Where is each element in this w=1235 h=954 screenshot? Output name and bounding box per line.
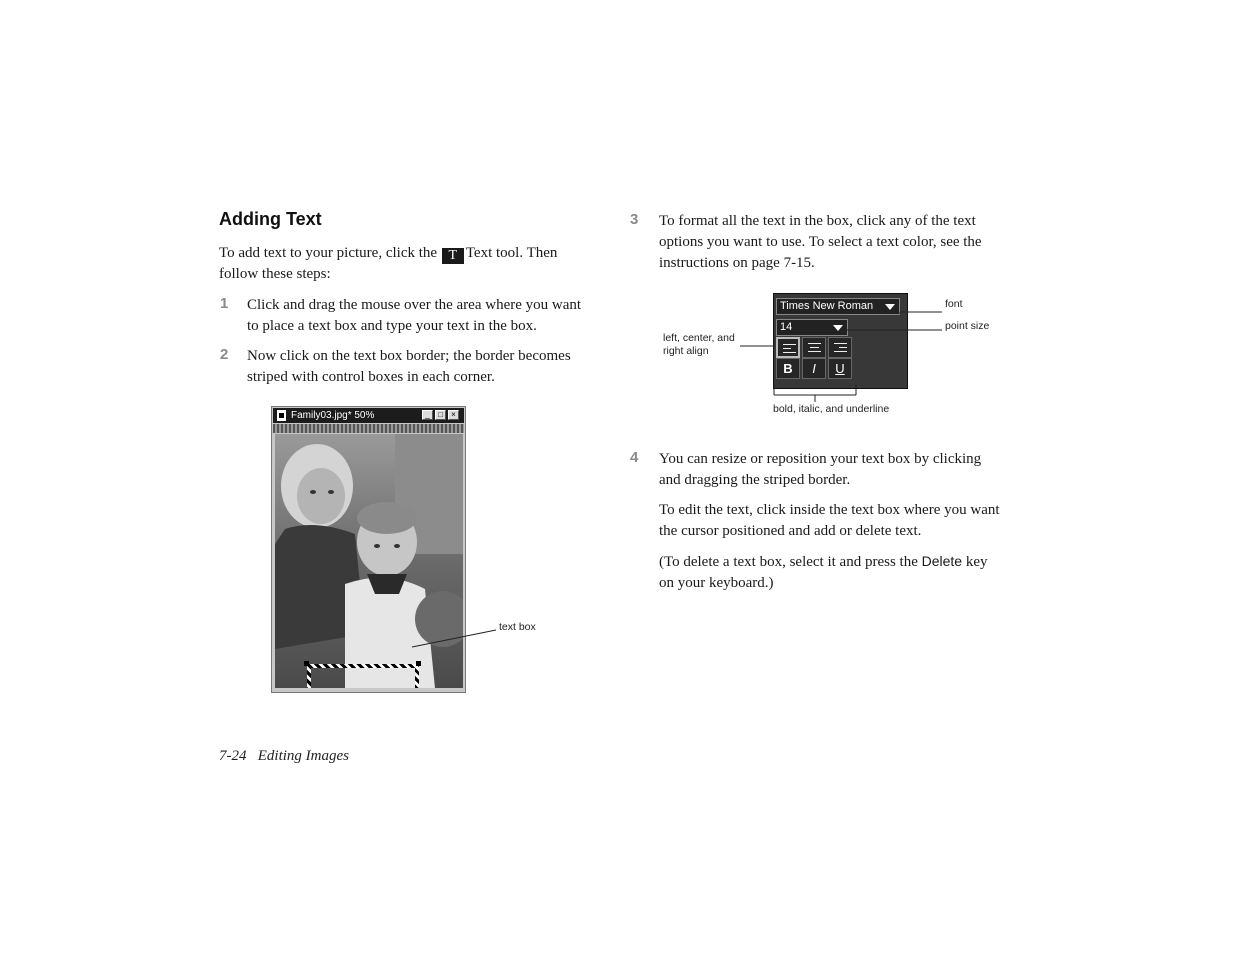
minimize-button[interactable]: _ bbox=[422, 410, 433, 420]
edit-para-line-2: the cursor positioned and add or delete text. bbox=[659, 523, 922, 539]
step-3-line-2: options you want to use. To select a text color, see the bbox=[659, 234, 982, 250]
step-1-line-2: to place a text box and type your text in the box. bbox=[247, 318, 537, 334]
step-1-line-1: Click and drag the mouse over the area where you want bbox=[247, 297, 582, 313]
step-number-2: 2 bbox=[220, 346, 229, 363]
section-heading: Adding Text bbox=[219, 209, 322, 229]
point-size-value: 14 bbox=[780, 321, 793, 333]
step-4-line-1: You can resize or reposition your text box by clicking bbox=[659, 451, 982, 467]
delete-text-paragraph bbox=[659, 551, 1039, 594]
step-2-line-2: striped with control boxes in each corner. bbox=[247, 369, 495, 385]
align-callout-label bbox=[663, 332, 735, 358]
point-size-callout-label: point size bbox=[945, 320, 990, 332]
delete-para-end: key bbox=[965, 554, 988, 570]
step-number-1: 1 bbox=[220, 295, 229, 312]
page-footer: 7-24 Editing Images bbox=[219, 748, 349, 764]
control-box-top-right[interactable] bbox=[416, 661, 421, 666]
window-toolbar-strip bbox=[273, 424, 464, 433]
maximize-button[interactable]: □ bbox=[435, 410, 446, 420]
text-tool-icon: T bbox=[442, 248, 464, 264]
step-4-line-2: and dragging the striped border. bbox=[659, 472, 851, 488]
step-3-text bbox=[659, 211, 1039, 274]
window-title-bar bbox=[273, 408, 464, 423]
edit-text-paragraph bbox=[659, 500, 1039, 542]
intro-text-start: To add text to your picture, click the bbox=[219, 245, 438, 261]
font-callout-label: font bbox=[945, 298, 963, 310]
document-icon bbox=[276, 410, 287, 421]
delete-para-start: (To delete a text box, select it and press the bbox=[659, 554, 918, 570]
edit-para-line-1: To edit the text, click inside the text box where you want bbox=[659, 502, 1000, 518]
delete-key-name: Delete bbox=[921, 553, 963, 569]
close-button[interactable]: × bbox=[448, 410, 459, 420]
text-box-callout-label: text box bbox=[499, 621, 536, 633]
step-3-line-3: instructions on page 7-15. bbox=[659, 255, 815, 271]
underline-button[interactable]: U bbox=[828, 358, 852, 379]
step-number-4: 4 bbox=[630, 449, 639, 466]
style-callout-label: bold, italic, and underline bbox=[773, 403, 890, 415]
text-box-callout-line bbox=[410, 625, 500, 650]
italic-button[interactable]: I bbox=[802, 358, 826, 379]
align-callout-line-2: right align bbox=[663, 345, 709, 357]
intro-paragraph bbox=[219, 243, 619, 285]
step-2-line-1: Now click on the text box border; the border becomes bbox=[247, 348, 571, 364]
align-callout-line-1: left, center, and bbox=[663, 332, 735, 344]
striped-text-box[interactable] bbox=[307, 664, 419, 688]
step-number-3: 3 bbox=[630, 211, 639, 228]
font-select-value: Times New Roman bbox=[780, 300, 874, 312]
step-2-text bbox=[247, 346, 627, 388]
intro-text-end: Text tool. Then bbox=[465, 245, 558, 261]
delete-para-line-2: on your keyboard.) bbox=[659, 575, 774, 591]
step-1-text bbox=[247, 295, 627, 337]
bold-button[interactable]: B bbox=[776, 358, 800, 379]
step-4-text bbox=[659, 449, 1039, 491]
intro-text-line2: follow these steps: bbox=[219, 266, 331, 282]
step-3-line-1: To format all the text in the box, click any of the text bbox=[659, 213, 976, 229]
window-title: Family03.jpg* 50% bbox=[291, 410, 375, 421]
control-box-top-left[interactable] bbox=[304, 661, 309, 666]
